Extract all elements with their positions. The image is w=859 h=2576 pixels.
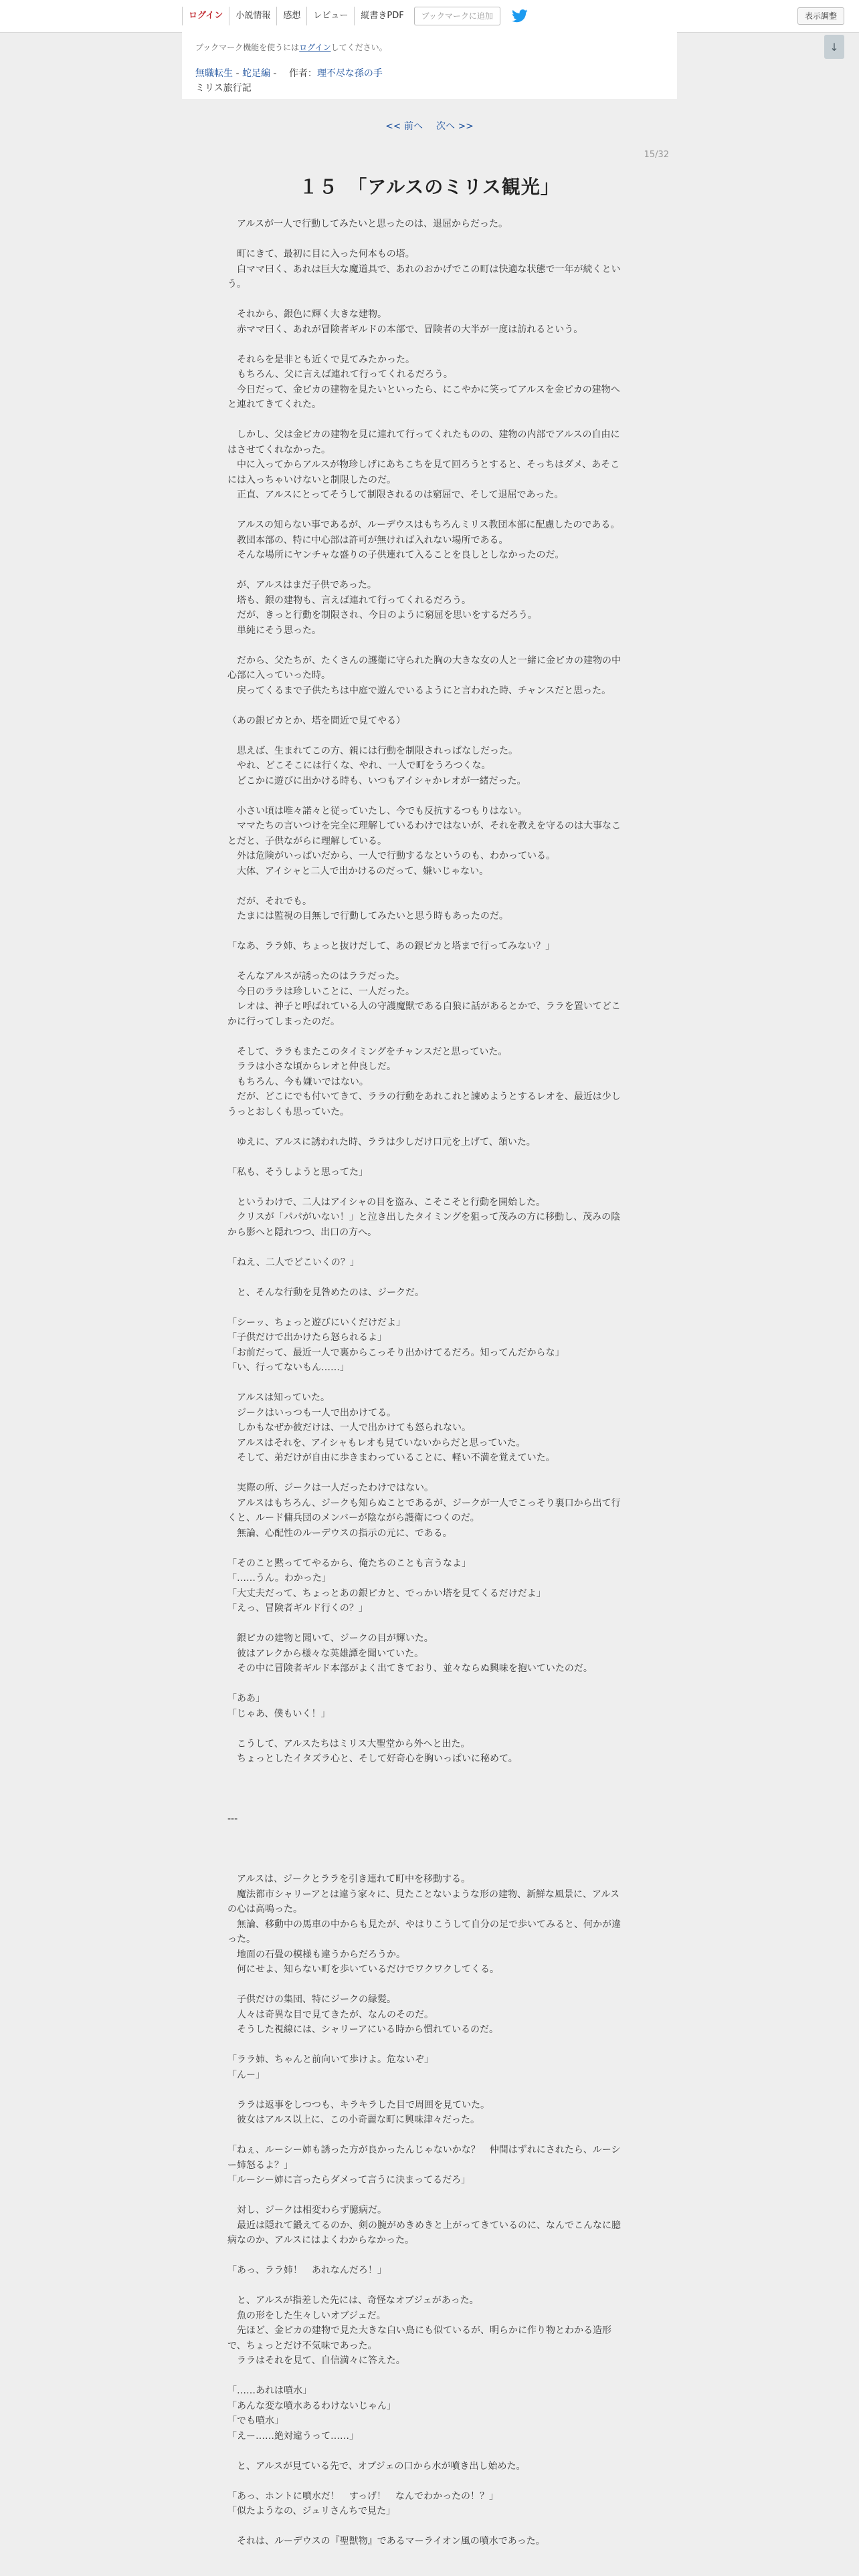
- body-paragraph: [227, 1135, 629, 1150]
- body-line: 地面の石畳の模様も違うからだろうか。: [227, 1949, 405, 1960]
- body-paragraph: [227, 1481, 629, 1541]
- body-line: ---: [227, 1814, 238, 1824]
- body-paragraph: [227, 518, 629, 563]
- body-line: もちろん、今も嫌いではない。: [227, 1076, 369, 1087]
- body-paragraph: [227, 939, 629, 954]
- body-line: 何にせよ、知らない町を歩いているだけでワクワクしてくる。: [227, 1964, 499, 1975]
- body-line: 「じゃあ、僕もいく！」: [227, 1708, 330, 1719]
- display-settings-button[interactable]: 表示調整: [797, 7, 844, 25]
- body-paragraph: [227, 653, 629, 699]
- body-paragraph: [227, 1872, 629, 1977]
- review-link[interactable]: レビュー: [307, 7, 355, 25]
- body-line: ララは返事をしつつも、キラキラした目で周囲を見ていた。: [227, 2099, 490, 2111]
- body-paragraph: [227, 1631, 629, 1677]
- novel-info-link[interactable]: 小説情報: [229, 7, 277, 25]
- body-paragraph: [227, 307, 629, 337]
- body-line: 「大丈夫だって、ちょっとあの銀ピカと、でっかい塔を見てくるだけだよ」: [227, 1588, 546, 1599]
- body-line: 「んー」: [227, 2069, 265, 2080]
- body-paragraph: [227, 1390, 629, 1466]
- twitter-icon: [512, 9, 528, 23]
- page-number: 15/32: [644, 150, 669, 160]
- body-line: 魔法都市シャリーアとは違う家々に、見たことないような形の建物、新鮮な風景に、アルスの心は高鳴った。: [227, 1889, 620, 1915]
- top-nav: [182, 7, 529, 25]
- body-line: クリスが「パパがいない！」と泣き出したタイミングを狙って茂みの方に移動し、茂みの陰から影へと隠れつつ、出口の方へ。: [227, 1212, 621, 1238]
- body-line: 子供だけの集団、特にジークの緑髪。: [227, 1994, 396, 2005]
- body-line: 「なあ、ララ姉、ちょっと抜けだして、あの銀ピカと塔まで行ってみない？」: [227, 941, 555, 952]
- body-line: が、アルスはまだ子供であった。: [227, 580, 377, 591]
- prev-page-link[interactable]: << 前へ: [385, 121, 423, 132]
- body-line: 中に入ってからアルスが物珍しげにあちこちを見て回ろうとすると、そっちはダメ、あそこには入っちゃいけないと制限したのだ。: [227, 459, 620, 486]
- scroll-down-button[interactable]: [824, 35, 844, 59]
- body-paragraph: [227, 2098, 629, 2128]
- body-line: [227, 1782, 629, 1797]
- author-link[interactable]: 理不尽な孫の手: [316, 68, 383, 79]
- body-line: そんなアルスが誘ったのはララだった。: [227, 971, 405, 982]
- body-line: と、アルスが見ている先で、オブジェの口から水が噴き出し始めた。: [227, 2460, 526, 2472]
- body-paragraph: [227, 1782, 629, 1797]
- chapter-group-title: ミリス旅行記: [195, 83, 252, 94]
- body-line: そんな場所にヤンチャな盛りの子供連れて入ることを良しとしなかったのだ。: [227, 550, 565, 560]
- body-paragraph: [227, 1992, 629, 2038]
- vertical-pdf-link[interactable]: 縦書きPDF: [361, 11, 404, 21]
- body-paragraph: [227, 2293, 629, 2369]
- notice-text: ブックマーク機能を使うには: [195, 43, 300, 52]
- body-paragraph: [227, 352, 629, 413]
- body-line: ララはそれを見て、自信満々に答えた。: [227, 2355, 405, 2366]
- body-line: ちょっとしたイタズラ心と、そして好奇心を胸いっぱいに秘めて。: [227, 1753, 518, 1764]
- body-paragraph: [227, 2203, 629, 2248]
- body-line: しかもなぜか彼だけは、一人で出かけても怒られない。: [227, 1422, 471, 1433]
- body-paragraph: [227, 969, 629, 1029]
- impressions-link[interactable]: 感想: [277, 7, 307, 25]
- body-paragraph: [227, 2052, 629, 2082]
- body-paragraph: [227, 1255, 629, 1271]
- body-line: だが、きっと行動を制限され、今日のように窮屈を思いをするだろう。: [227, 610, 537, 621]
- body-paragraph: [227, 1195, 629, 1241]
- body-line: たまには監視の目無しで行動してみたいと思う時もあったのだ。: [227, 911, 508, 922]
- body-line: アルスはもちろん、ジークも知らぬことであるが、ジークが一人でこっそり裏口から出て行くと、ルード傭兵団のメンバーが陰ながら護衛につくのだ。: [227, 1497, 621, 1523]
- body-paragraph: [227, 1737, 629, 1767]
- sub-series-link[interactable]: 蛇足編: [242, 68, 270, 79]
- body-line: そして、弟だけが自由に歩きまわっていることに、軽い不満を覚えていた。: [227, 1453, 555, 1463]
- body-line: 町にきて、最初に目に入った何本もの塔。: [227, 249, 415, 259]
- body-line: 「似たようなの、ジュリさんちで見た」: [227, 2506, 396, 2516]
- body-line: しかし、父は金ピカの建物を見に連れて行ってくれたものの、建物の内部でアルスの自由にはさせてくれなかった。: [227, 429, 620, 455]
- body-line: 実際の所、ジークは一人だったわけではない。: [227, 1483, 434, 1493]
- novel-body: [227, 217, 629, 2564]
- body-line: 「ルーシー姉に言ったらダメって言うに決まってるだろ」: [227, 2175, 471, 2185]
- body-line: 「……うん。わかった」: [227, 1573, 331, 1584]
- body-line: 今日だって、金ピカの建物を見たいといったら、にこやかに笑ってアルスを金ピカの建物へと連れてきてくれた。: [227, 384, 620, 410]
- add-bookmark-button[interactable]: ブックマークに追加: [414, 7, 500, 25]
- body-line: どこかに遊びに出かける時も、いつもアイシャかレオが一緒だった。: [227, 775, 527, 786]
- body-paragraph: [227, 1045, 629, 1120]
- body-line: 「でも噴水」: [227, 2416, 284, 2426]
- body-line: 「あんな変な噴水あるわけないじゃん」: [227, 2400, 396, 2411]
- body-line: 白ママ曰く、あれは巨大な魔道具で、あれのおかげでこの町は快適な状態で一年が続くという。: [227, 263, 621, 290]
- twitter-share-button[interactable]: [511, 9, 529, 23]
- body-line: 「……あれは噴水」: [227, 2385, 312, 2396]
- body-line: 教団本部の、特に中心部は許可が無ければ入れない場所である。: [227, 534, 508, 546]
- bookmark-notice: [195, 41, 664, 53]
- body-line: アルスはそれを、アイシャもレオも見ていないからだと思っていた。: [227, 1437, 526, 1448]
- notice-text-end: してください。: [330, 43, 387, 52]
- body-line: と、アルスが指差した先には、奇怪なオブジェがあった。: [227, 2295, 479, 2306]
- series-link[interactable]: 無職転生: [195, 68, 233, 79]
- novel-info-box: [182, 32, 677, 99]
- body-paragraph: [227, 1842, 629, 1857]
- body-line: だから、父たちが、たくさんの護衛に守られた胸の大きな女の人と一緒に金ピカの建物の中心部に入っていった時。: [227, 655, 621, 681]
- body-line: やれ、どこそこには行くな、やれ、一人で町をうろつくな。: [227, 760, 491, 771]
- body-paragraph: [227, 1315, 629, 1376]
- body-paragraph: [227, 247, 629, 292]
- body-line: 赤ママ曰く、あれが冒険者ギルドの本部で、冒険者の大半が一度は訪れるという。: [227, 324, 583, 335]
- body-line: 「あっ、ララ姉！ あれなんだろ！」: [227, 2265, 387, 2276]
- body-line: 「ねぇ、ルーシー姉も誘った方が良かったんじゃないかな？ 仲間はずれにされたら、ルーシー姉怒るよ？」: [227, 2145, 621, 2171]
- body-line: ララは小さな頃からレオと仲良しだ。: [227, 1061, 396, 1072]
- body-paragraph: [227, 578, 629, 638]
- novel-meta: [195, 66, 664, 81]
- body-line: そして、ララもまたこのタイミングをチャンスだと思っていた。: [227, 1046, 508, 1057]
- chapter-title: １５ 「アルスのミリス観光」: [299, 176, 560, 198]
- body-line: レオは、神子と呼ばれている人の守護魔獣である白狼に話があるとかで、ララを置いてどこかに行ってしまったのだ。: [227, 1001, 621, 1027]
- body-paragraph: [227, 1691, 629, 1721]
- body-line: 「子供だけで出かけたら怒られるよ」: [227, 1332, 387, 1343]
- body-line: 今日のララは珍しいことに、一人だった。: [227, 986, 415, 997]
- body-paragraph: [227, 1556, 629, 1616]
- body-line: 「ララ姉、ちゃんと前向いて歩けよ。危ないぞ」: [227, 2054, 434, 2065]
- body-line: 彼はアレクから様々な英雄譚を聞いていた。: [227, 1648, 424, 1659]
- author-label: 作者：: [288, 68, 317, 79]
- arrow-down-icon: ↓: [830, 40, 839, 53]
- body-paragraph: [227, 427, 629, 503]
- body-paragraph: [227, 2534, 629, 2549]
- body-paragraph: [227, 1812, 629, 1827]
- body-line: 彼女はアルス以上に、この小奇麗な町に興味津々だった。: [227, 2115, 480, 2125]
- body-line: ジークはいっつも一人で出かけてる。: [227, 1407, 396, 1418]
- next-page-link[interactable]: 次へ >>: [436, 121, 474, 132]
- body-line: もちろん、父に言えば連れて行ってくれるだろう。: [227, 369, 453, 380]
- body-line: 「い、行ってないもん……」: [227, 1362, 349, 1373]
- body-line: アルスが一人で行動してみたいと思ったのは、退屈からだった。: [227, 219, 508, 229]
- body-line: 戻ってくるまで子供たちは中庭で遊んでいるようにと言われた時、チャンスだと思った。: [227, 685, 611, 696]
- body-line: ママたちの言いつけを完全に理解しているわけではないが、それを教えを守るのは大事なことだと、子供ながらに理解している。: [227, 821, 621, 847]
- body-paragraph: [227, 2459, 629, 2474]
- body-line: 「えー……絶対違うって……」: [227, 2430, 359, 2442]
- body-line: 「えっ、冒険者ギルド行くの？」: [227, 1603, 368, 1614]
- body-line: 思えば、生まれてこの方、親には行動を制限されっぱなしだった。: [227, 745, 518, 756]
- body-paragraph: [227, 2263, 629, 2278]
- body-line: ゆえに、アルスに誘われた時、ララは少しだけ口元を上げて、頷いた。: [227, 1136, 536, 1148]
- body-line: と、そんな行動を見咎めたのは、ジークだ。: [227, 1287, 424, 1298]
- body-line: （あの銀ピカとか、塔を間近で見てやる）: [227, 715, 405, 726]
- body-paragraph: [227, 714, 629, 729]
- body-paragraph: [227, 217, 629, 232]
- body-paragraph: [227, 1165, 629, 1180]
- body-paragraph: [227, 2143, 629, 2188]
- body-line: 「そのこと黙っててやるから、俺たちのことも言うなよ」: [227, 1558, 471, 1569]
- body-paragraph: [227, 2383, 629, 2444]
- body-paragraph: [227, 804, 629, 879]
- pager: [0, 119, 859, 132]
- body-line: 正直、アルスにとってそうして制限されるのは窮屈で、そして退屈であった。: [227, 490, 564, 500]
- body-line: アルスは知っていた。: [227, 1392, 330, 1403]
- body-line: アルスの知らない事であるが、ルーデウスはもちろんミリス教団本部に配慮したのである。: [227, 520, 620, 530]
- body-line: 「私も、そうしようと思ってた」: [227, 1166, 368, 1178]
- body-line: それは、ルーデウスの『聖獣物』であるマーライオン風の噴水であった。: [227, 2536, 545, 2547]
- body-line: 無論、移動中の馬車の中からも見たが、やはりこうして自分の足で歩いてみると、何かが違った。: [227, 1919, 621, 1945]
- body-line: 「あっ、ホントに噴水だ！ すっげ！ なんでわかったの！？」: [227, 2490, 499, 2502]
- body-line: それから、銀色に輝く大きな建物。: [227, 309, 387, 320]
- top-bar: [0, 0, 859, 33]
- login-link[interactable]: ログイン: [182, 7, 229, 25]
- body-line: というわけで、二人はアイシャの目を盗み、こそこそと行動を開始した。: [227, 1196, 546, 1208]
- series-separator: -: [235, 68, 242, 79]
- body-line: 最近は隠れて鍛えてるのか、剣の腕がめきめきと上がってきているのに、なんでこんなに臆病なのか、アルスにはよくわからなかった。: [227, 2220, 621, 2246]
- series-separator-end: -: [270, 68, 277, 79]
- body-line: 「お前だって、最近一人で裏からこっそり出かけてるだろ。知ってんだからな」: [227, 1347, 565, 1358]
- body-line: アルスは、ジークとララを引き連れて町中を移動する。: [227, 1874, 471, 1885]
- body-paragraph: [227, 894, 629, 924]
- body-line: 銀ピカの建物と聞いて、ジークの目が輝いた。: [227, 1633, 434, 1644]
- body-paragraph: [227, 2489, 629, 2519]
- body-line: そうした視線には、シャリーアにいる時から慣れているのだ。: [227, 2024, 499, 2035]
- body-line: 「ねえ、二人でどこいくの？」: [227, 1257, 359, 1268]
- body-line: だが、どこにでも付いてきて、ララの行動をあれこれと諫めようとするレオを、最近は少しうっとおしくも思っていた。: [227, 1091, 621, 1117]
- body-line: 人々は奇異な目で見てきたが、なんのそのだ。: [227, 2009, 434, 2020]
- notice-login-link[interactable]: ログイン: [299, 43, 331, 52]
- body-line: 単純にそう思った。: [227, 625, 321, 636]
- body-line: 無論、心配性のルーデウスの指示の元に、である。: [227, 1527, 452, 1539]
- body-line: こうして、アルスたちはミリス大聖堂から外へと出た。: [227, 1738, 470, 1749]
- body-line: 大体、アイシャと二人で出かけるのだって、嫌いじゃない。: [227, 865, 489, 877]
- body-line: その中に冒険者ギルド本部がよく出てきており、並々ならぬ興味を抱いていたのだ。: [227, 1663, 593, 1674]
- body-line: 「ああ」: [227, 1693, 265, 1704]
- body-paragraph: [227, 1285, 629, 1301]
- body-line: だが、それでも。: [227, 895, 312, 907]
- body-paragraph: [227, 744, 629, 789]
- body-line: 先ほど、金ピカの建物で見た大きな白い鳥にも似ているが、明らかに作り物とわかる造形で、ちょっとだけ不気味であった。: [227, 2325, 611, 2351]
- body-line: 魚の形をした生々しいオブジェだ。: [227, 2310, 386, 2321]
- body-line: 塔も、銀の建物も、言えば連れて行ってくれるだろう。: [227, 595, 471, 606]
- body-line: 外は危険がいっぱいだから、一人で行動するなというのも、わかっている。: [227, 851, 555, 861]
- body-line: [227, 1842, 629, 1857]
- body-line: 対し、ジークは相変わらず臆病だ。: [227, 2205, 387, 2216]
- body-line: それらを是非とも近くで見てみたかった。: [227, 354, 415, 365]
- body-line: 小さい頃は唯々諾々と従っていたし、今でも反抗するつもりはない。: [227, 805, 527, 817]
- body-line: 「シーッ、ちょっと遊びにいくだけだよ」: [227, 1317, 405, 1328]
